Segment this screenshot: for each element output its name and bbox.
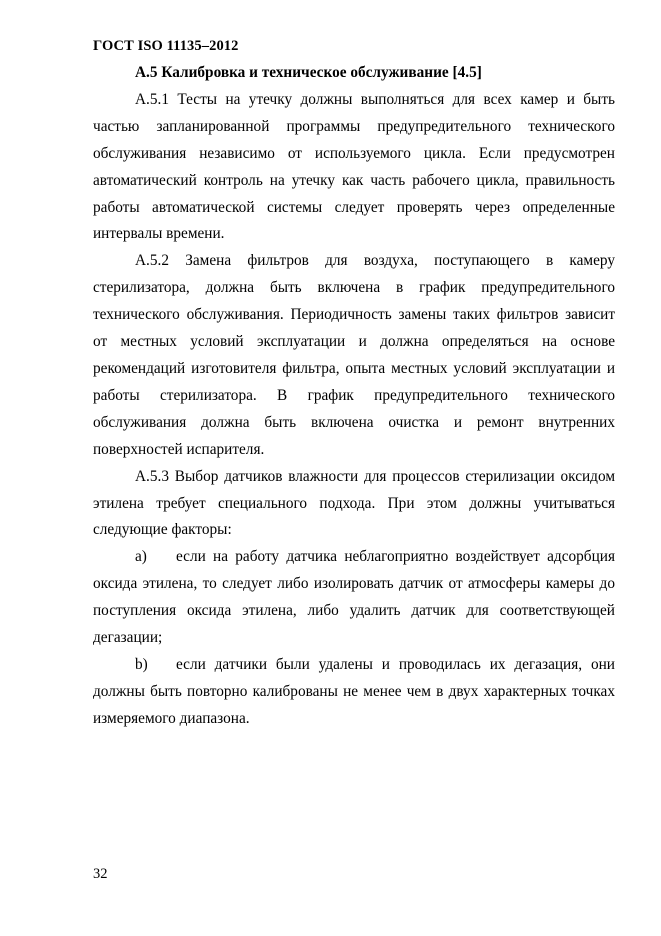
- paragraph-a-5-1: А.5.1 Тесты на утечку должны выполняться для всех камер и быть частью запланированной программы предупредительного технического обслуживания независимо от используемого цикла. Если предусмотрен автоматический контроль на утечку как часть рабочего цикла, правильность работы автоматической системы следует проверять через определенные интервалы времени.: [93, 90, 615, 243]
- list-item-label: a): [135, 548, 147, 566]
- list-item-text: если на работу датчика неблагоприятно воздействует адсорбция оксида этилена, то следует либо изолировать датчик от атмосферы камеры до поступления оксида этилена, либо удалить датчик для соответствующей дегазации;: [93, 548, 615, 647]
- list-item-a: [93, 544, 615, 652]
- section-heading: А.5 Калибровка и техническое обслуживание [4.5]: [135, 64, 482, 81]
- list-item-label: b): [135, 655, 148, 673]
- paragraph-a-5-3: А.5.3 Выбор датчиков влажности для процессов стерилизации оксидом этилена требует специального подхода. При этом должны учитываться следующие факторы:: [93, 467, 615, 539]
- page-number: 32: [93, 866, 108, 882]
- list-item-text: если датчики были удалены и проводилась их дегазация, они должны быть повторно калиброваны не менее чем в двух характерных точках измеряемого диапазона.: [93, 655, 615, 727]
- section-content: [93, 60, 615, 733]
- document-standard-id: ГОСТ ISO 11135–2012: [93, 38, 239, 54]
- list-item-b: [93, 652, 615, 733]
- paragraph-a-5-2: А.5.2 Замена фильтров для воздуха, поступающего в камеру стерилизатора, должна быть включена в график предупредительного технического обслуживания. Периодичность замены таких фильтров зависит от местных условий эксплуатации и должна определяться на основе рекомендаций изготовителя фильтра, опыта местных условий эксплуатации и работы стерилизатора. В график предупредительного технического обслуживания должна быть включена очистка и ремонт внутренних поверхностей испарителя.: [93, 252, 615, 458]
